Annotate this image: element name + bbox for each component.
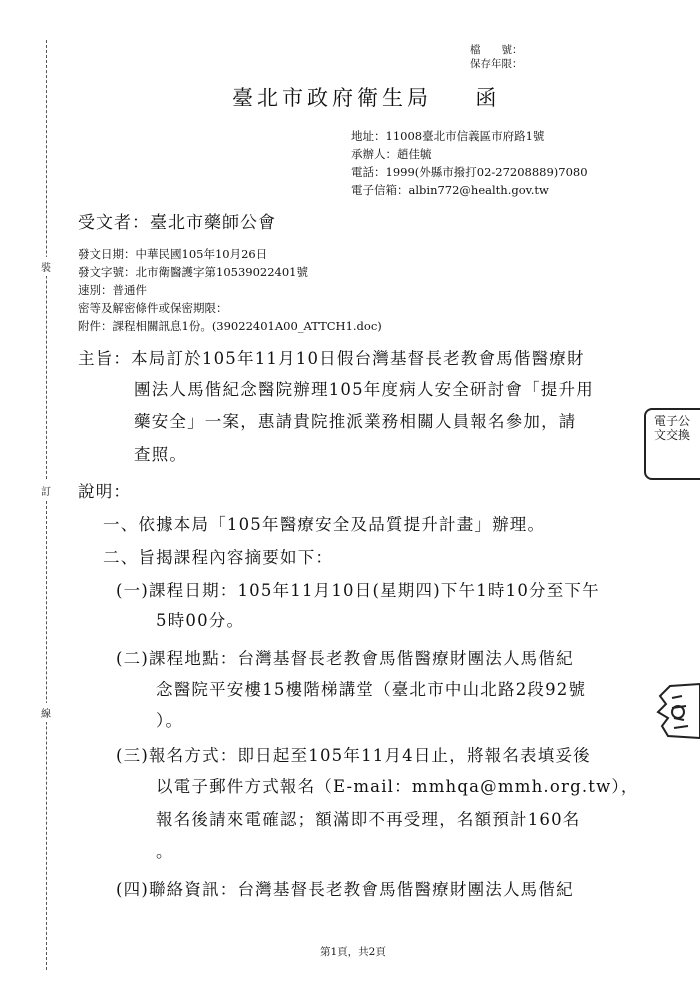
seal-icon bbox=[648, 682, 700, 740]
issue-date: 發文日期：中華民國105年10月26日 bbox=[78, 247, 268, 261]
sender-email: 電子信箱：albin772@health.gov.tw bbox=[351, 183, 549, 197]
file-number-label: 檔 號： bbox=[470, 44, 523, 56]
binding-line bbox=[46, 40, 47, 970]
sender-address: 地址：11008臺北市信義區市府路1號 bbox=[351, 129, 545, 143]
recipient: 受文者：臺北市藥師公會 bbox=[78, 213, 276, 233]
detail-date-line-1: (一)課程日期：105年11月10日(星期四)下午1時10分至下午 bbox=[116, 581, 600, 600]
explanation-item-2: 二、旨揭課程內容摘要如下： bbox=[103, 548, 334, 567]
detail-venue-line-2: 念醫院平安樓15樓階梯講堂（臺北市中山北路2段92號 bbox=[156, 680, 587, 699]
agency-name: 臺北市政府衛生局 bbox=[232, 86, 432, 110]
detail-registration-line-1: (三)報名方式：即日起至105年11月4日止，將報名表填妥後 bbox=[116, 746, 591, 765]
explanation-label: 說明： bbox=[78, 482, 132, 501]
detail-date-line-2: 5時00分。 bbox=[156, 611, 245, 630]
sender-phone: 電話：1999(外縣市撥打02-27208889)7080 bbox=[351, 165, 588, 179]
page-title bbox=[232, 82, 500, 112]
subject-line-3: 藥安全」一案，惠請貴院推派業務相關人員報名參加，請 bbox=[134, 412, 577, 431]
document-type: 函 bbox=[475, 86, 501, 110]
attachment-link[interactable]: 附件：課程相關訊息1份。(39022401A00_ATTCH1.doc) bbox=[78, 319, 382, 333]
detail-venue-line-1: (二)課程地點：台灣基督長老教會馬偕醫療財團法人馬偕紀 bbox=[116, 649, 574, 668]
detail-registration-line-2: 以電子郵件方式報名（E-mail：mmhqa@mmh.org.tw）， bbox=[156, 777, 639, 796]
detail-registration-line-3: 報名後請來電確認；額滿即不再受理，名額預計160名 bbox=[156, 810, 581, 829]
e-document-stamp bbox=[644, 408, 700, 480]
secrecy-level: 密等及解密條件或保密期限： bbox=[78, 301, 228, 315]
detail-contact-line-1: (四)聯絡資訊：台灣基督長老教會馬偕醫療財團法人馬偕紀 bbox=[116, 880, 574, 899]
explanation-item-1: 一、依據本局「105年醫療安全及品質提升計畫」辦理。 bbox=[103, 515, 546, 534]
retention-period-label: 保存年限： bbox=[470, 58, 523, 70]
page-number: 第1頁，共2頁 bbox=[320, 946, 386, 958]
document-number: 發文字號：北市衛醫護字第10539022401號 bbox=[78, 265, 308, 279]
binding-mark-middle: 訂 bbox=[41, 481, 51, 500]
detail-registration-line-4: 。 bbox=[156, 842, 174, 861]
delivery-speed: 速別：普通件 bbox=[78, 283, 147, 297]
binding-mark-top: 裝 bbox=[41, 257, 51, 276]
stamp-text: 電子公文交換 bbox=[654, 414, 691, 442]
detail-venue-line-3: ）。 bbox=[156, 711, 184, 730]
subject-line-2: 團法人馬偕紀念醫院辦理105年度病人安全研討會「提升用 bbox=[134, 380, 594, 399]
subject-line-4: 查照。 bbox=[134, 445, 188, 464]
binding-mark-bottom: 線 bbox=[41, 703, 51, 722]
subject-line-1: 主旨：本局訂於105年11月10日假台灣基督長老教會馬偕醫療財 bbox=[78, 349, 585, 368]
sender-handler: 承辦人：趙佳毓 bbox=[351, 147, 432, 161]
